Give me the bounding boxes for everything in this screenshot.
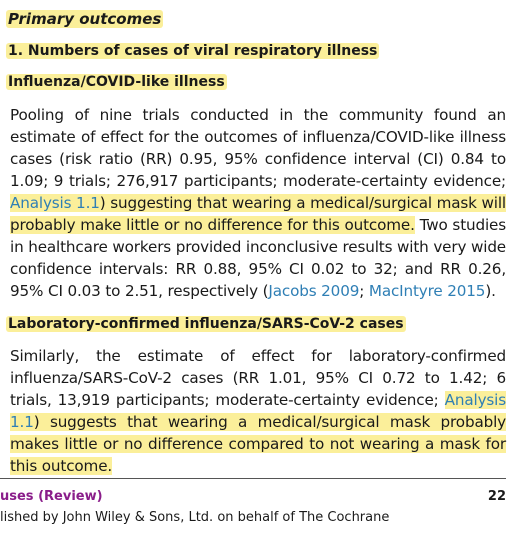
- reference-link-jacobs[interactable]: Jacobs 2009: [268, 282, 360, 300]
- outcome-heading-ili: [6, 72, 227, 92]
- highlighted-finding-2: ) suggests that wearing a medical/surgical mask probably makes little or no difference compared to not wearing a mask for this outcome.: [10, 413, 506, 475]
- paragraph-lab-text-1: Similarly, the estimate of effect for laboratory-confirmed influenza/SARS-CoV-2 cases (RR 1.01, 95% CI 0.72 to 1.42; 6 trials, 13,919 participants; moderate-certainty evidence;: [10, 347, 506, 409]
- analysis-link-1[interactable]: Analysis 1.1: [10, 194, 100, 212]
- subsection-heading: [6, 41, 379, 61]
- footer-publisher: lished by John Wiley & Sons, Ltd. on behalf of The Cochrane: [0, 510, 390, 525]
- reference-separator: ;: [359, 282, 369, 300]
- section-heading: [6, 8, 163, 30]
- analysis-link-2[interactable]: Analysis 1.1: [10, 391, 506, 431]
- reference-link-macintyre[interactable]: MacIntyre 2015: [368, 282, 486, 300]
- section-heading-text: Primary outcomes: [8, 10, 162, 28]
- paragraph-ili-text-2: Two studies in healthcare workers provided inconclusive results with very wide confidence intervals: RR 0.88, 95% CI 0.02 to 32; and RR 0.26, 95% CI 0.03 to 2.51, respectively (: [10, 216, 507, 300]
- outcome-heading-ili-text: Influenza/COVID-like illness: [8, 74, 225, 90]
- paragraph-lab: [10, 345, 506, 477]
- subsection-heading-text: 1. Numbers of cases of viral respiratory illness: [8, 43, 378, 59]
- paragraph-ili-text-1: Pooling of nine trials conducted in the community found an estimate of effect for the outcomes of influenza/COVID-like illness cases (risk ratio (RR) 0.95, 95% confidence interval (CI) 0.84 to 1.09; 9 trials; 276,917 participants; moderate-certainty evidence;: [10, 106, 506, 190]
- page-number: 22: [487, 489, 506, 504]
- footer-divider: [0, 478, 506, 479]
- paragraph-ili: [10, 104, 506, 302]
- footer-title: uses (Review): [0, 489, 103, 504]
- outcome-heading-lab-text: Laboratory-confirmed influenza/SARS-CoV-2 cases: [8, 316, 404, 332]
- paragraph-ili-end: ).: [485, 282, 496, 300]
- outcome-heading-lab: [6, 314, 406, 334]
- highlighted-finding-1: ) suggesting that wearing a medical/surgical mask will probably make little or no difference for this outcome.: [10, 194, 506, 234]
